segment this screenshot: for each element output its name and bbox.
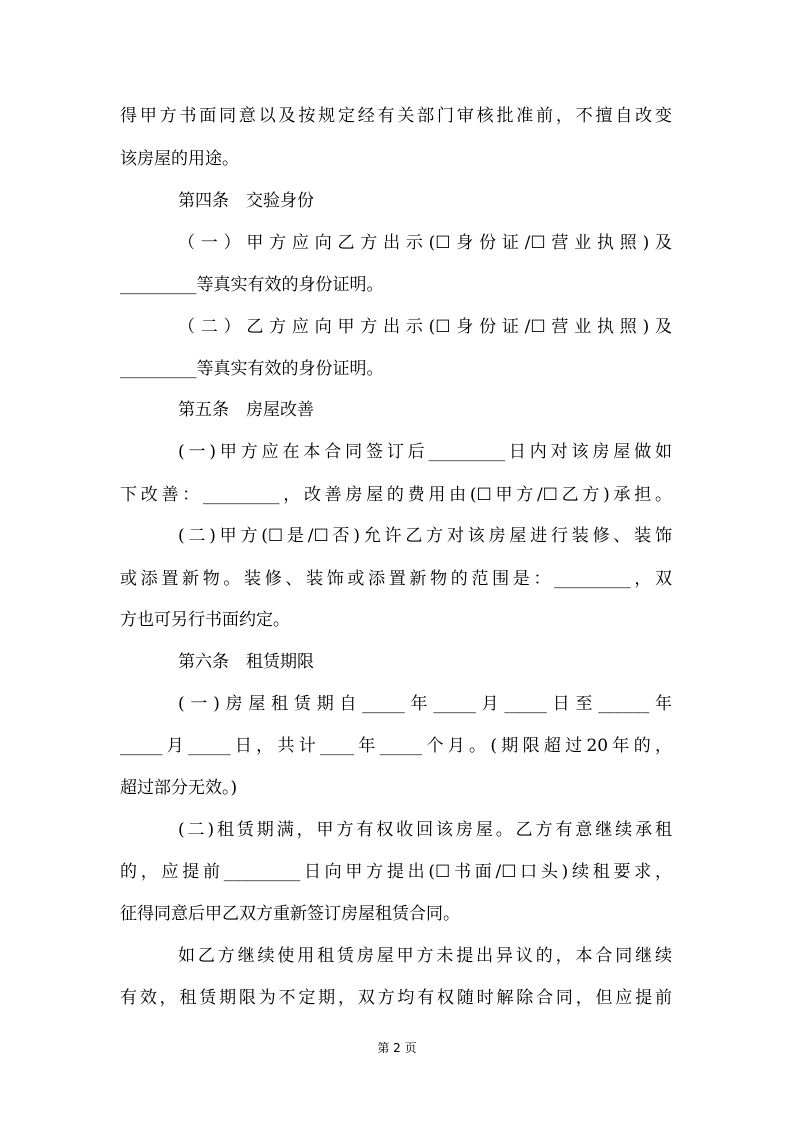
- page-number-footer: 第 2 页: [377, 1041, 417, 1055]
- article-heading: 第六条 租赁期限: [178, 652, 314, 672]
- paragraph-line: _____月_____日，共计____年_____个月。(期限超过20年的，: [120, 736, 672, 756]
- paragraph-line: 该房屋的用途。: [120, 149, 239, 169]
- paragraph-line: (一)甲方应在本合同签订后_________日内对该房屋做如: [178, 442, 672, 462]
- paragraph-line: _________等真实有效的身份证明。: [120, 275, 384, 295]
- paragraph-line: （一）甲方应向乙方出示(☐身份证/☐营业执照)及: [178, 233, 672, 253]
- paragraph-line: (一)房屋租赁期自_____年_____月_____日至______年: [178, 694, 672, 714]
- paragraph-line: 得甲方书面同意以及按规定经有关部门审核批准前，不擅自改变: [120, 106, 672, 126]
- paragraph-line: （二）乙方应向甲方出示(☐身份证/☐营业执照)及: [178, 317, 672, 337]
- paragraph-line: 下改善：_________，改善房屋的费用由(☐甲方/☐乙方)承担。: [120, 485, 672, 505]
- paragraph-line: _________等真实有效的身份证明。: [120, 359, 384, 379]
- paragraph-line: 的，应提前_________日向甲方提出(☐书面/☐口头)续租要求，: [120, 862, 672, 882]
- paragraph-line: (二)租赁期满，甲方有权收回该房屋。乙方有意继续承租: [178, 820, 672, 840]
- article-heading: 第五条 房屋改善: [178, 400, 314, 420]
- paragraph-line: 有效，租赁期限为不定期，双方均有权随时解除合同，但应提前: [120, 988, 672, 1008]
- article-heading: 第四条 交验身份: [178, 191, 314, 211]
- paragraph-line: 征得同意后甲乙双方重新签订房屋租赁合同。: [120, 904, 460, 924]
- paragraph-line: 方也可另行书面约定。: [120, 610, 290, 630]
- paragraph-line: (二)甲方(☐是/☐否)允许乙方对该房屋进行装修、装饰: [178, 526, 672, 546]
- paragraph-line: 超过部分无效。): [120, 778, 238, 798]
- paragraph-line: 或添置新物。装修、装饰或添置新物的范围是：_________，双: [120, 569, 672, 589]
- paragraph-line: 如乙方继续使用租赁房屋甲方未提出异议的，本合同继续: [178, 946, 672, 966]
